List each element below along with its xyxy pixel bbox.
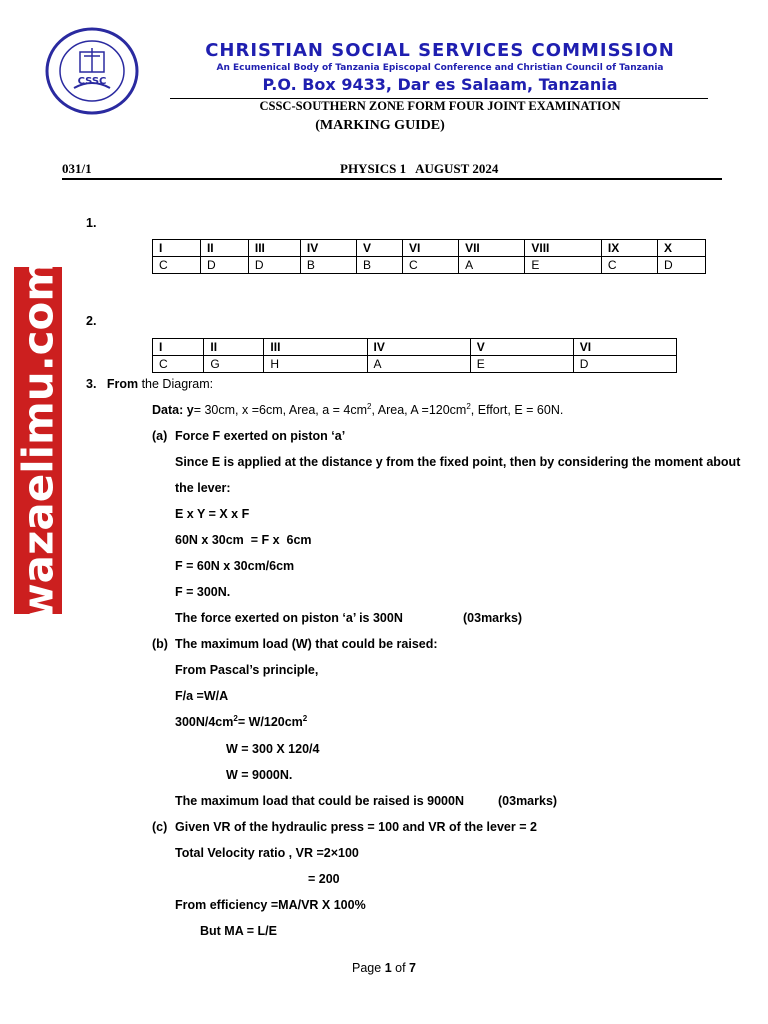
part-a-answer: The force exerted on piston ‘a’ is 300N xyxy=(175,611,403,625)
watermark-banner xyxy=(13,257,63,623)
footer-page-label: Page xyxy=(352,961,385,975)
part-c-line3: From efficiency =MA/VR X 100% xyxy=(175,898,366,912)
q1-answer-cell: C xyxy=(153,257,201,274)
q2-answer-cell: C xyxy=(153,356,204,373)
part-c-line1: Total Velocity ratio , VR =2×100 xyxy=(175,846,359,860)
part-b-label: (b) xyxy=(152,637,168,651)
q2-answer-table xyxy=(152,338,677,373)
part-a-line1: Since E is applied at the distance y from the fixed point, then by considering the moment about xyxy=(175,455,741,469)
part-b-line1: From Pascal’s principle, xyxy=(175,663,319,677)
q1-header-cell: III xyxy=(248,240,300,257)
q1-answer-cell: C xyxy=(402,257,458,274)
q2-answer-cell: A xyxy=(367,356,470,373)
q1-answer-cell: C xyxy=(601,257,657,274)
part-a-line3: E x Y = X x F xyxy=(175,507,250,521)
q3-data-line xyxy=(152,402,563,418)
cssc-logo xyxy=(44,26,140,116)
part-a-title: Force F exerted on piston ‘a’ xyxy=(175,429,346,443)
q1-header-cell: IX xyxy=(601,240,657,257)
part-a-line6: F = 300N. xyxy=(175,585,231,599)
q1-header-cell: X xyxy=(657,240,705,257)
part-b-line4: W = 300 X 120/4 xyxy=(226,742,320,756)
part-b-line3-sup2: 2 xyxy=(302,713,308,723)
part-b-answer: The maximum load that could be raised is 9000N xyxy=(175,794,464,808)
part-b-line5: W = 9000N. xyxy=(226,768,293,782)
page-footer xyxy=(0,961,768,975)
q1-answer-table xyxy=(152,239,706,274)
footer-of-label: of xyxy=(391,961,410,975)
q3-data-1: = 30cm, x =6cm, Area, a = 4cm xyxy=(193,403,368,417)
q2-answer-cell: H xyxy=(264,356,367,373)
org-name: CHRISTIAN SOCIAL SERVICES COMMISSION xyxy=(205,40,675,61)
q2-header-cell: V xyxy=(470,339,573,356)
part-b-line3-a: 300N/4cm xyxy=(175,715,234,729)
footer-page-total: 7 xyxy=(409,961,416,975)
watermark-text: wazaelimu.com xyxy=(13,257,63,623)
org-address: P.O. Box 9433, Dar es Salaam, Tanzania xyxy=(262,75,618,94)
q1-answer-cell: B xyxy=(300,257,356,274)
q1-header-cell: I xyxy=(153,240,201,257)
q1-answer-cell: D xyxy=(657,257,705,274)
q3-from: From xyxy=(106,377,139,391)
part-c-line2: = 200 xyxy=(308,872,340,886)
part-a-marks: (03marks) xyxy=(463,611,523,625)
part-a-line5: F = 60N x 30cm/6cm xyxy=(175,559,295,573)
q2-header-cell: III xyxy=(264,339,367,356)
q2-header-cell: I xyxy=(153,339,204,356)
part-c-label: (c) xyxy=(152,820,168,834)
part-c-line4: But MA = L/E xyxy=(200,924,277,938)
logo-text: CSSC xyxy=(77,76,107,87)
marking-guide-title: (MARKING GUIDE) xyxy=(315,118,445,133)
q1-header-cell: IV xyxy=(300,240,356,257)
part-c-title: Given VR of the hydraulic press = 100 and VR of the lever = 2 xyxy=(175,820,537,834)
org-subtitle: An Ecumenical Body of Tanzania Episcopal Conference and Christian Council of Tanzania xyxy=(216,63,664,73)
q2-header-cell: IV xyxy=(367,339,470,356)
q3-data-2: , Area, A =120cm xyxy=(371,403,467,417)
paper-subject: PHYSICS 1 AUGUST 2024 xyxy=(340,161,499,176)
part-b-line3 xyxy=(175,714,307,730)
paper-code: 031/1 xyxy=(62,161,92,176)
q1-header-cell: II xyxy=(200,240,248,257)
q1-header-cell: VII xyxy=(459,240,525,257)
q2-header-cell: II xyxy=(204,339,264,356)
q1-answer-cell: B xyxy=(357,257,403,274)
q1-header-cell: V xyxy=(357,240,403,257)
part-b-line3-sup1: 2 xyxy=(233,713,238,723)
q3-header xyxy=(86,376,213,392)
q3-data-3: , Effort, E = 60N. xyxy=(470,403,564,417)
part-a-line2: the lever: xyxy=(175,481,231,495)
q3-data-label: Data: y xyxy=(152,403,194,417)
q2-header-cell: VI xyxy=(573,339,676,356)
exam-title: CSSC-SOUTHERN ZONE FORM FOUR JOINT EXAMINATION xyxy=(259,99,621,113)
q2-answer-cell: E xyxy=(470,356,573,373)
footer-page-number: 1 xyxy=(384,961,392,975)
q3-number: 3. xyxy=(86,377,97,391)
part-a-label: (a) xyxy=(152,429,168,443)
q2-answer-cell: D xyxy=(573,356,676,373)
part-b-line2: F/a =W/A xyxy=(175,689,229,703)
q3-data-sup-1: 2 xyxy=(367,401,372,411)
q2-answer-cell: G xyxy=(204,356,264,373)
title-divider xyxy=(62,178,722,180)
part-b-marks: (03marks) xyxy=(498,794,558,808)
q2-number: 2. xyxy=(86,314,97,328)
q3-from-rest: the Diagram: xyxy=(138,377,214,391)
q3-data-sup-2: 2 xyxy=(466,401,471,411)
q1-header-cell: VI xyxy=(402,240,458,257)
part-b-line3-b: = W/120cm xyxy=(237,715,303,729)
q1-header-cell: VIII xyxy=(525,240,602,257)
q1-answer-cell: D xyxy=(248,257,300,274)
q1-answer-cell: E xyxy=(525,257,602,274)
q1-number: 1. xyxy=(86,216,97,230)
q1-answer-cell: A xyxy=(459,257,525,274)
part-b-title: The maximum load (W) that could be raised: xyxy=(175,637,438,651)
q1-answer-cell: D xyxy=(200,257,248,274)
part-a-line4: 60N x 30cm = F x 6cm xyxy=(175,533,312,547)
